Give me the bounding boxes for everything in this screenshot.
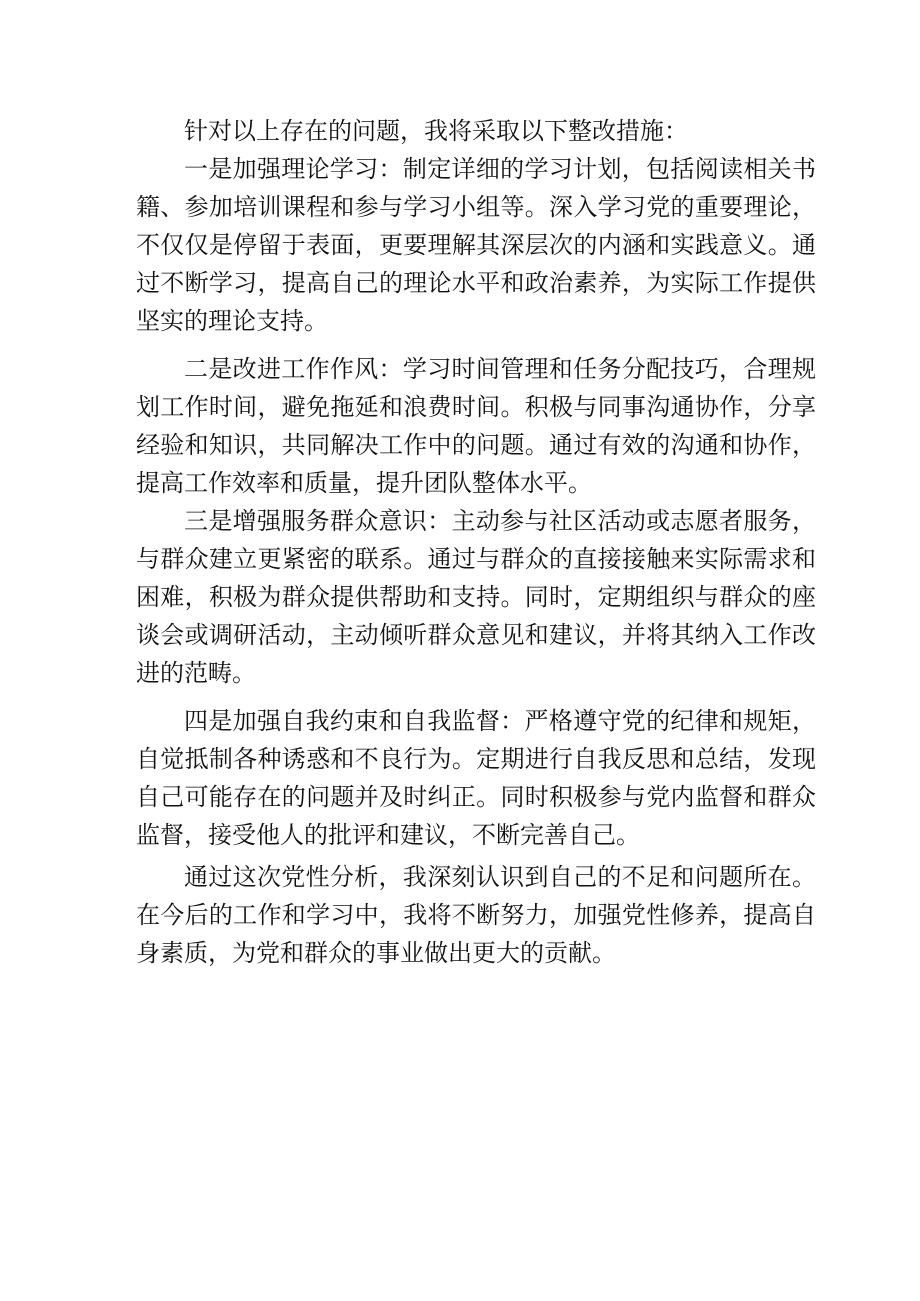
paragraph-serve-masses: 三是增强服务群众意识：主动参与社区活动或志愿者服务，与群众建立更紧密的联系。通过与群众的直接接触来实际需求和困难，积极为群众提供帮助和支持。同时，定期组织与群众的座谈会或调研活动，主动倾听群众意见和建议，并将其纳入工作改进的范畴。 xyxy=(136,507,816,687)
paragraph-theory-study: 一是加强理论学习：制定详细的学习计划，包括阅读相关书籍、参加培训课程和参与学习小组等。深入学习党的重要理论，不仅仅是停留于表面，更要理解其深层次的内涵和实践意义。通过不断学习，提高自己的理论水平和政治素养，为实际工作提供坚实的理论支持。 xyxy=(136,155,816,335)
paragraph-intro: 针对以上存在的问题，我将采取以下整改措施： xyxy=(184,117,688,145)
paragraph-conclusion: 通过这次党性分析，我深刻认识到自己的不足和问题所在。在今后的工作和学习中，我将不断努力，加强党性修养，提高自身素质，为党和群众的事业做出更大的贡献。 xyxy=(136,863,816,967)
paragraph-work-style: 二是改进工作作风：学习时间管理和任务分配技巧，合理规划工作时间，避免拖延和浪费时间。积极与同事沟通协作，分享经验和知识，共同解决工作中的问题。通过有效的沟通和协作，提高工作效率和质量，提升团队整体水平。 xyxy=(136,355,816,497)
document-body xyxy=(136,112,816,972)
paragraph-self-discipline: 四是加强自我约束和自我监督：严格遵守党的纪律和规矩，自觉抵制各种诱惑和不良行为。定期进行自我反思和总结，发现自己可能存在的问题并及时纠正。同时积极参与党内监督和群众监督，接受他人的批评和建议，不断完善自己。 xyxy=(136,707,816,849)
